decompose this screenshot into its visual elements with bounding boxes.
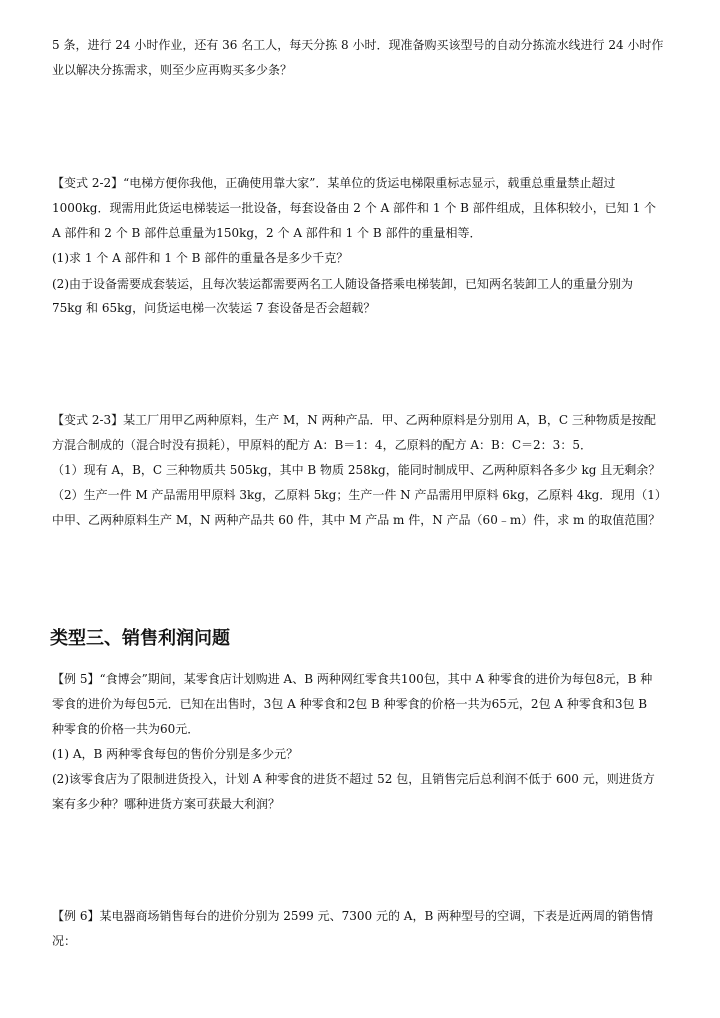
text-line: 【例 5】“食博会”期间，某零食店计划购进 A、B 两种网红零食共100包，其中 A 种零食的进价为每包8元，B 种: [52, 672, 653, 686]
text-line: （2）生产一件 M 产品需用甲原料 3kg，乙原料 5kg；生产一件 N 产品需用甲原料 6kg，乙原料 4kg．现用（1）: [52, 488, 667, 502]
text-line: (2)该零食店为了限制进货投入，计划 A 种零食的进货不超过 52 包，且销售完后总利润不低于 600 元，则进货方: [52, 772, 655, 786]
text-line: 75kg 和 65kg，问货运电梯一次装运 7 套设备是否会超载？: [52, 301, 376, 315]
text-line: 案有多少种？哪种进货方案可获最大利润？: [52, 797, 281, 811]
text-line: 【例 6】某电器商场销售每台的进价分别为 2599 元、7300 元的 A，B 两种型号的空调，下表是近两周的销售情: [52, 909, 654, 923]
text-line: 况：: [52, 934, 77, 948]
section-heading: 类型三、销售利润问题: [50, 628, 230, 649]
text-line: 业以解决分拣需求，则至少应再购买多少条？: [52, 63, 293, 77]
text-line: (1) A，B 两种零食每包的售价分别是多少元？: [52, 747, 299, 761]
text-line: 零食的进价为每包5元．已知在出售时，3包 A 种零食和2包 B 种零食的价格一共为65元，2包 A 种零食和3包 B: [52, 697, 648, 711]
text-line: 【变式 2-3】某工厂用甲乙两种原料，生产 M，N 两种产品．甲、乙两种原料是分别用 A，B，C 三种物质是按配: [52, 413, 656, 427]
text-line: 5 条，进行 24 小时作业，还有 36 名工人，每天分拣 8 小时．现准备购买该型号的自动分拣流水线进行 24 小时作: [52, 38, 664, 52]
text-line: （1）现有 A，B，C 三种物质共 505kg，其中 B 物质 258kg，能同时制成甲、乙两种原料各多少 kg 且无剩余？: [52, 463, 661, 477]
text-line: (1)求 1 个 A 部件和 1 个 B 部件的重量各是多少千克？: [52, 251, 349, 265]
text-line: 1000kg．现需用此货运电梯装运一批设备，每套设备由 2 个 A 部件和 1 个 B 部件组成，且体积较小，已知 1 个: [52, 201, 657, 215]
text-line: 【变式 2-2】“电梯方便你我他，正确使用靠大家”．某单位的货运电梯限重标志显示，载重总重量禁止超过: [52, 176, 616, 190]
text-line: 方混合制成的（混合时没有损耗），甲原料的配方 A：B＝1：4，乙原料的配方 A：B：C＝2：3：5．: [52, 438, 592, 452]
text-line: 中甲、乙两种原料生产 M，N 两种产品共 60 件，其中 M 产品 m 件，N 产品（60﹣m）件，求 m 的取值范围？: [52, 513, 661, 527]
text-line: 种零食的价格一共为60元．: [52, 722, 200, 736]
text-line: (2)由于设备需要成套装运，且每次装运都需要两名工人随设备搭乘电梯装卸，已知两名装卸工人的重量分别为: [52, 277, 634, 291]
text-line: A 部件和 2 个 B 部件总重量为150kg，2 个 A 部件和 1 个 B 部件的重量相等．: [52, 226, 482, 240]
